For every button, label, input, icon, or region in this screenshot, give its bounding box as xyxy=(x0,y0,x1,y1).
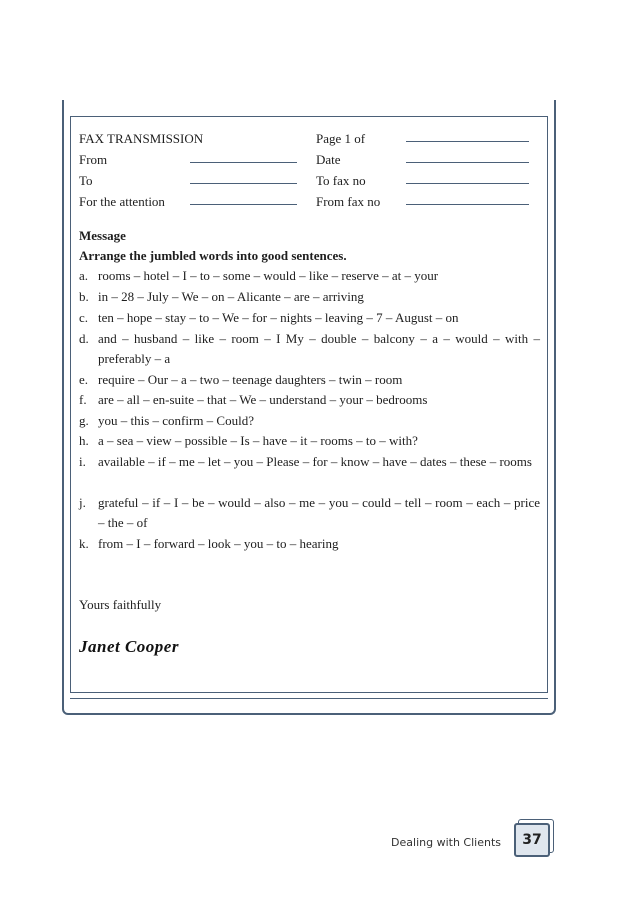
item-letter: j. xyxy=(79,495,86,510)
to-label: To xyxy=(79,173,93,188)
item-text: available – if – me – let – you – Please – for – know – have – dates – these – rooms xyxy=(98,454,532,469)
item-text: from – I – forward – look – you – to – hearing xyxy=(98,536,339,551)
message-heading: Message xyxy=(79,228,126,243)
item-text: grateful – if – I – be – would – also – me – you – could – tell – room – each – price – the – of xyxy=(98,495,540,530)
item-text: you – this – confirm – Could? xyxy=(98,413,254,428)
item-text: rooms – hotel – I – to – some – would – like – reserve – at – your xyxy=(98,268,439,283)
page-field-line xyxy=(406,141,529,142)
item-text: ten – hope – stay – to – We – for – nights – leaving – 7 – August – on xyxy=(98,310,459,325)
item-text: are – all – en-suite – that – We – understand – your – bedrooms xyxy=(98,392,428,407)
item-letter: h. xyxy=(79,433,89,448)
frame-divider xyxy=(70,698,548,699)
from-fax-label: From fax no xyxy=(316,194,381,209)
closing-text: Yours faithfully xyxy=(79,597,162,612)
item-letter: g. xyxy=(79,413,89,428)
item-text: require – Our – a – two – teenage daughters – twin – room xyxy=(98,372,403,387)
attention-label: For the attention xyxy=(79,194,165,209)
item-letter: d. xyxy=(79,331,89,346)
item-letter: e. xyxy=(79,372,89,387)
attention-field-line xyxy=(190,204,297,205)
date-field-line xyxy=(406,162,529,163)
item-letter: k. xyxy=(79,536,89,551)
item-text: a – sea – view – possible – Is – have – it – rooms – to – with? xyxy=(98,433,418,448)
from-field-line xyxy=(190,162,297,163)
section-title: Dealing with Clients xyxy=(391,836,501,849)
page-label: Page 1 of xyxy=(316,131,366,146)
item-text: in – 28 – July – We – on – Alicante – are – arriving xyxy=(98,289,364,304)
instruction-text: Arrange the jumbled words into good sentences. xyxy=(79,248,347,263)
date-label: Date xyxy=(316,152,341,167)
to-fax-field-line xyxy=(406,183,529,184)
to-fax-label: To fax no xyxy=(316,173,366,188)
page-number: 37 xyxy=(514,823,550,857)
item-letter: b. xyxy=(79,289,89,304)
item-letter: c. xyxy=(79,310,89,325)
item-letter: i. xyxy=(79,454,86,469)
item-letter: a. xyxy=(79,268,89,283)
item-letter: f. xyxy=(79,392,87,407)
from-fax-field-line xyxy=(406,204,529,205)
from-label: From xyxy=(79,152,108,167)
signature: Janet Cooper xyxy=(79,637,179,656)
to-field-line xyxy=(190,183,297,184)
item-text: and – husband – like – room – I My – double – balcony – a – would – with – preferably – a xyxy=(98,331,540,366)
fax-title: FAX TRANSMISSION xyxy=(79,131,204,146)
